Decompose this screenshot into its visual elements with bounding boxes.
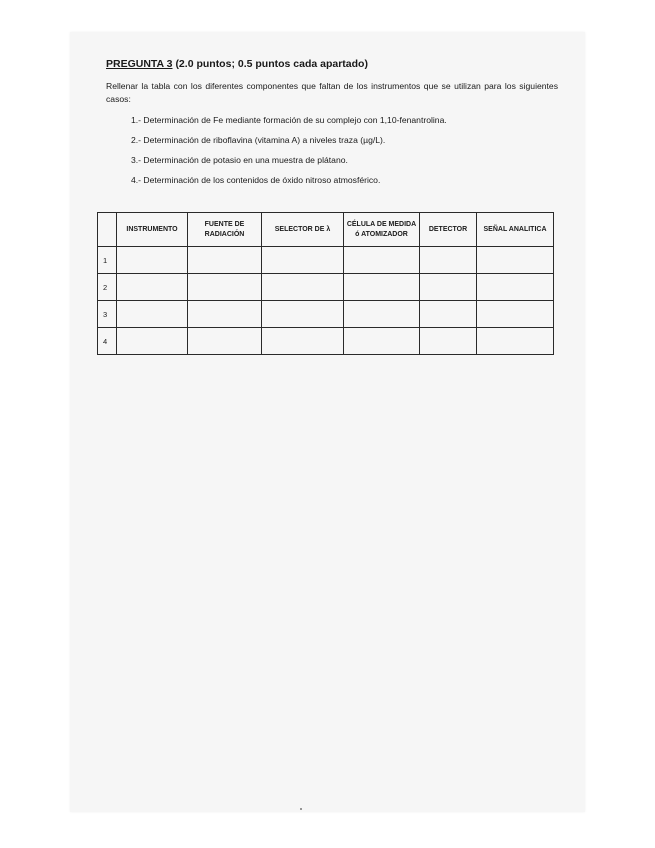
header-selector-lambda: SELECTOR DE λ [262, 213, 344, 247]
answer-cell[interactable] [117, 328, 188, 355]
answer-cell[interactable] [262, 328, 344, 355]
row-number: 2 [98, 274, 117, 301]
header-celula-medida: CÉLULA DE MEDIDA ó ATOMIZADOR [344, 213, 420, 247]
row-number: 3 [98, 301, 117, 328]
answer-cell[interactable] [344, 301, 420, 328]
instructions-text: Rellenar la tabla con los diferentes componentes que faltan de los instrumentos que se utilizan para los siguientes casos: [106, 81, 558, 104]
answer-cell[interactable] [188, 247, 262, 274]
answer-cell[interactable] [420, 328, 477, 355]
answer-cell[interactable] [188, 274, 262, 301]
answer-cell[interactable] [117, 274, 188, 301]
answer-cell[interactable] [344, 328, 420, 355]
question-title [106, 58, 368, 70]
table-header-row [98, 213, 554, 247]
answer-cell[interactable] [344, 274, 420, 301]
question-label: PREGUNTA 3 [106, 58, 173, 70]
answer-cell[interactable] [188, 328, 262, 355]
table-row [98, 274, 554, 301]
answer-cell[interactable] [477, 328, 554, 355]
answer-cell[interactable] [117, 247, 188, 274]
row-number: 4 [98, 328, 117, 355]
answer-cell[interactable] [477, 274, 554, 301]
answer-cell[interactable] [262, 274, 344, 301]
answer-cell[interactable] [344, 247, 420, 274]
table-row [98, 328, 554, 355]
answer-cell[interactable] [420, 274, 477, 301]
header-senal-analitica: SEÑAL ANALITICA [477, 213, 554, 247]
scan-dot [300, 808, 302, 810]
answer-cell[interactable] [420, 301, 477, 328]
answer-cell[interactable] [477, 301, 554, 328]
header-instrumento: INSTRUMENTO [117, 213, 188, 247]
header-blank [98, 213, 117, 247]
header-fuente-radiacion: FUENTE DE RADIACIÓN [188, 213, 262, 247]
answer-table [97, 212, 554, 355]
table-row [98, 247, 554, 274]
case-item: 2.- Determinación de riboflavina (vitamina A) a niveles traza (µg/L). [131, 135, 386, 145]
header-detector: DETECTOR [420, 213, 477, 247]
answer-cell[interactable] [420, 247, 477, 274]
case-item: 3.- Determinación de potasio en una muestra de plátano. [131, 155, 348, 165]
case-item: 1.- Determinación de Fe mediante formación de su complejo con 1,10-fenantrolina. [131, 115, 447, 125]
answer-cell[interactable] [477, 247, 554, 274]
table-row [98, 301, 554, 328]
points-note: (2.0 puntos; 0.5 puntos cada apartado) [175, 58, 368, 70]
answer-cell[interactable] [262, 247, 344, 274]
answer-cell[interactable] [188, 301, 262, 328]
case-item: 4.- Determinación de los contenidos de óxido nitroso atmosférico. [131, 175, 381, 185]
answer-cell[interactable] [262, 301, 344, 328]
row-number: 1 [98, 247, 117, 274]
case-list [131, 110, 447, 190]
answer-cell[interactable] [117, 301, 188, 328]
